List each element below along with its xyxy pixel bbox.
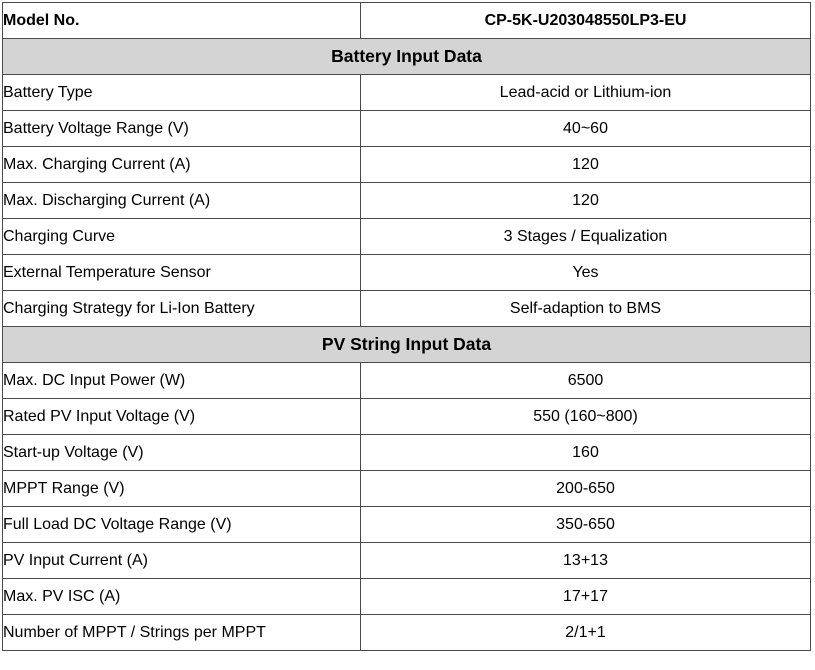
table-row (3, 435, 811, 471)
section-title-battery: Battery Input Data (3, 39, 811, 75)
row-value: 17+17 (361, 579, 811, 615)
table-row (3, 399, 811, 435)
row-label: External Temperature Sensor (3, 255, 361, 291)
spec-table (2, 2, 811, 651)
row-label: MPPT Range (V) (3, 471, 361, 507)
table-row (3, 147, 811, 183)
row-value: 2/1+1 (361, 615, 811, 651)
table-row (3, 183, 811, 219)
row-value: 200-650 (361, 471, 811, 507)
row-value: Lead-acid or Lithium-ion (361, 75, 811, 111)
row-value: 6500 (361, 363, 811, 399)
table-row (3, 507, 811, 543)
row-label: Full Load DC Voltage Range (V) (3, 507, 361, 543)
row-label: Start-up Voltage (V) (3, 435, 361, 471)
table-row (3, 291, 811, 327)
section-header-pv (3, 327, 811, 363)
table-row (3, 363, 811, 399)
row-label: Max. DC Input Power (W) (3, 363, 361, 399)
row-value: 120 (361, 147, 811, 183)
row-label: Charging Strategy for Li-Ion Battery (3, 291, 361, 327)
row-value: 550 (160~800) (361, 399, 811, 435)
table-row (3, 219, 811, 255)
row-label: PV Input Current (A) (3, 543, 361, 579)
table-row (3, 543, 811, 579)
row-label: Number of MPPT / Strings per MPPT (3, 615, 361, 651)
table-row (3, 75, 811, 111)
row-value: 40~60 (361, 111, 811, 147)
model-value: CP-5K-U203048550LP3-EU (361, 3, 811, 39)
model-row (3, 3, 811, 39)
table-row (3, 255, 811, 291)
row-label: Max. Charging Current (A) (3, 147, 361, 183)
table-row (3, 111, 811, 147)
section-header-battery (3, 39, 811, 75)
section-title-pv: PV String Input Data (3, 327, 811, 363)
row-label: Max. PV ISC (A) (3, 579, 361, 615)
row-value: 3 Stages / Equalization (361, 219, 811, 255)
row-label: Battery Voltage Range (V) (3, 111, 361, 147)
row-value: Self-adaption to BMS (361, 291, 811, 327)
row-label: Max. Discharging Current (A) (3, 183, 361, 219)
row-value: Yes (361, 255, 811, 291)
row-value: 160 (361, 435, 811, 471)
model-label: Model No. (3, 3, 361, 39)
row-label: Battery Type (3, 75, 361, 111)
table-row (3, 615, 811, 651)
table-row (3, 471, 811, 507)
row-label: Rated PV Input Voltage (V) (3, 399, 361, 435)
row-value: 13+13 (361, 543, 811, 579)
row-value: 350-650 (361, 507, 811, 543)
row-label: Charging Curve (3, 219, 361, 255)
row-value: 120 (361, 183, 811, 219)
table-row (3, 579, 811, 615)
